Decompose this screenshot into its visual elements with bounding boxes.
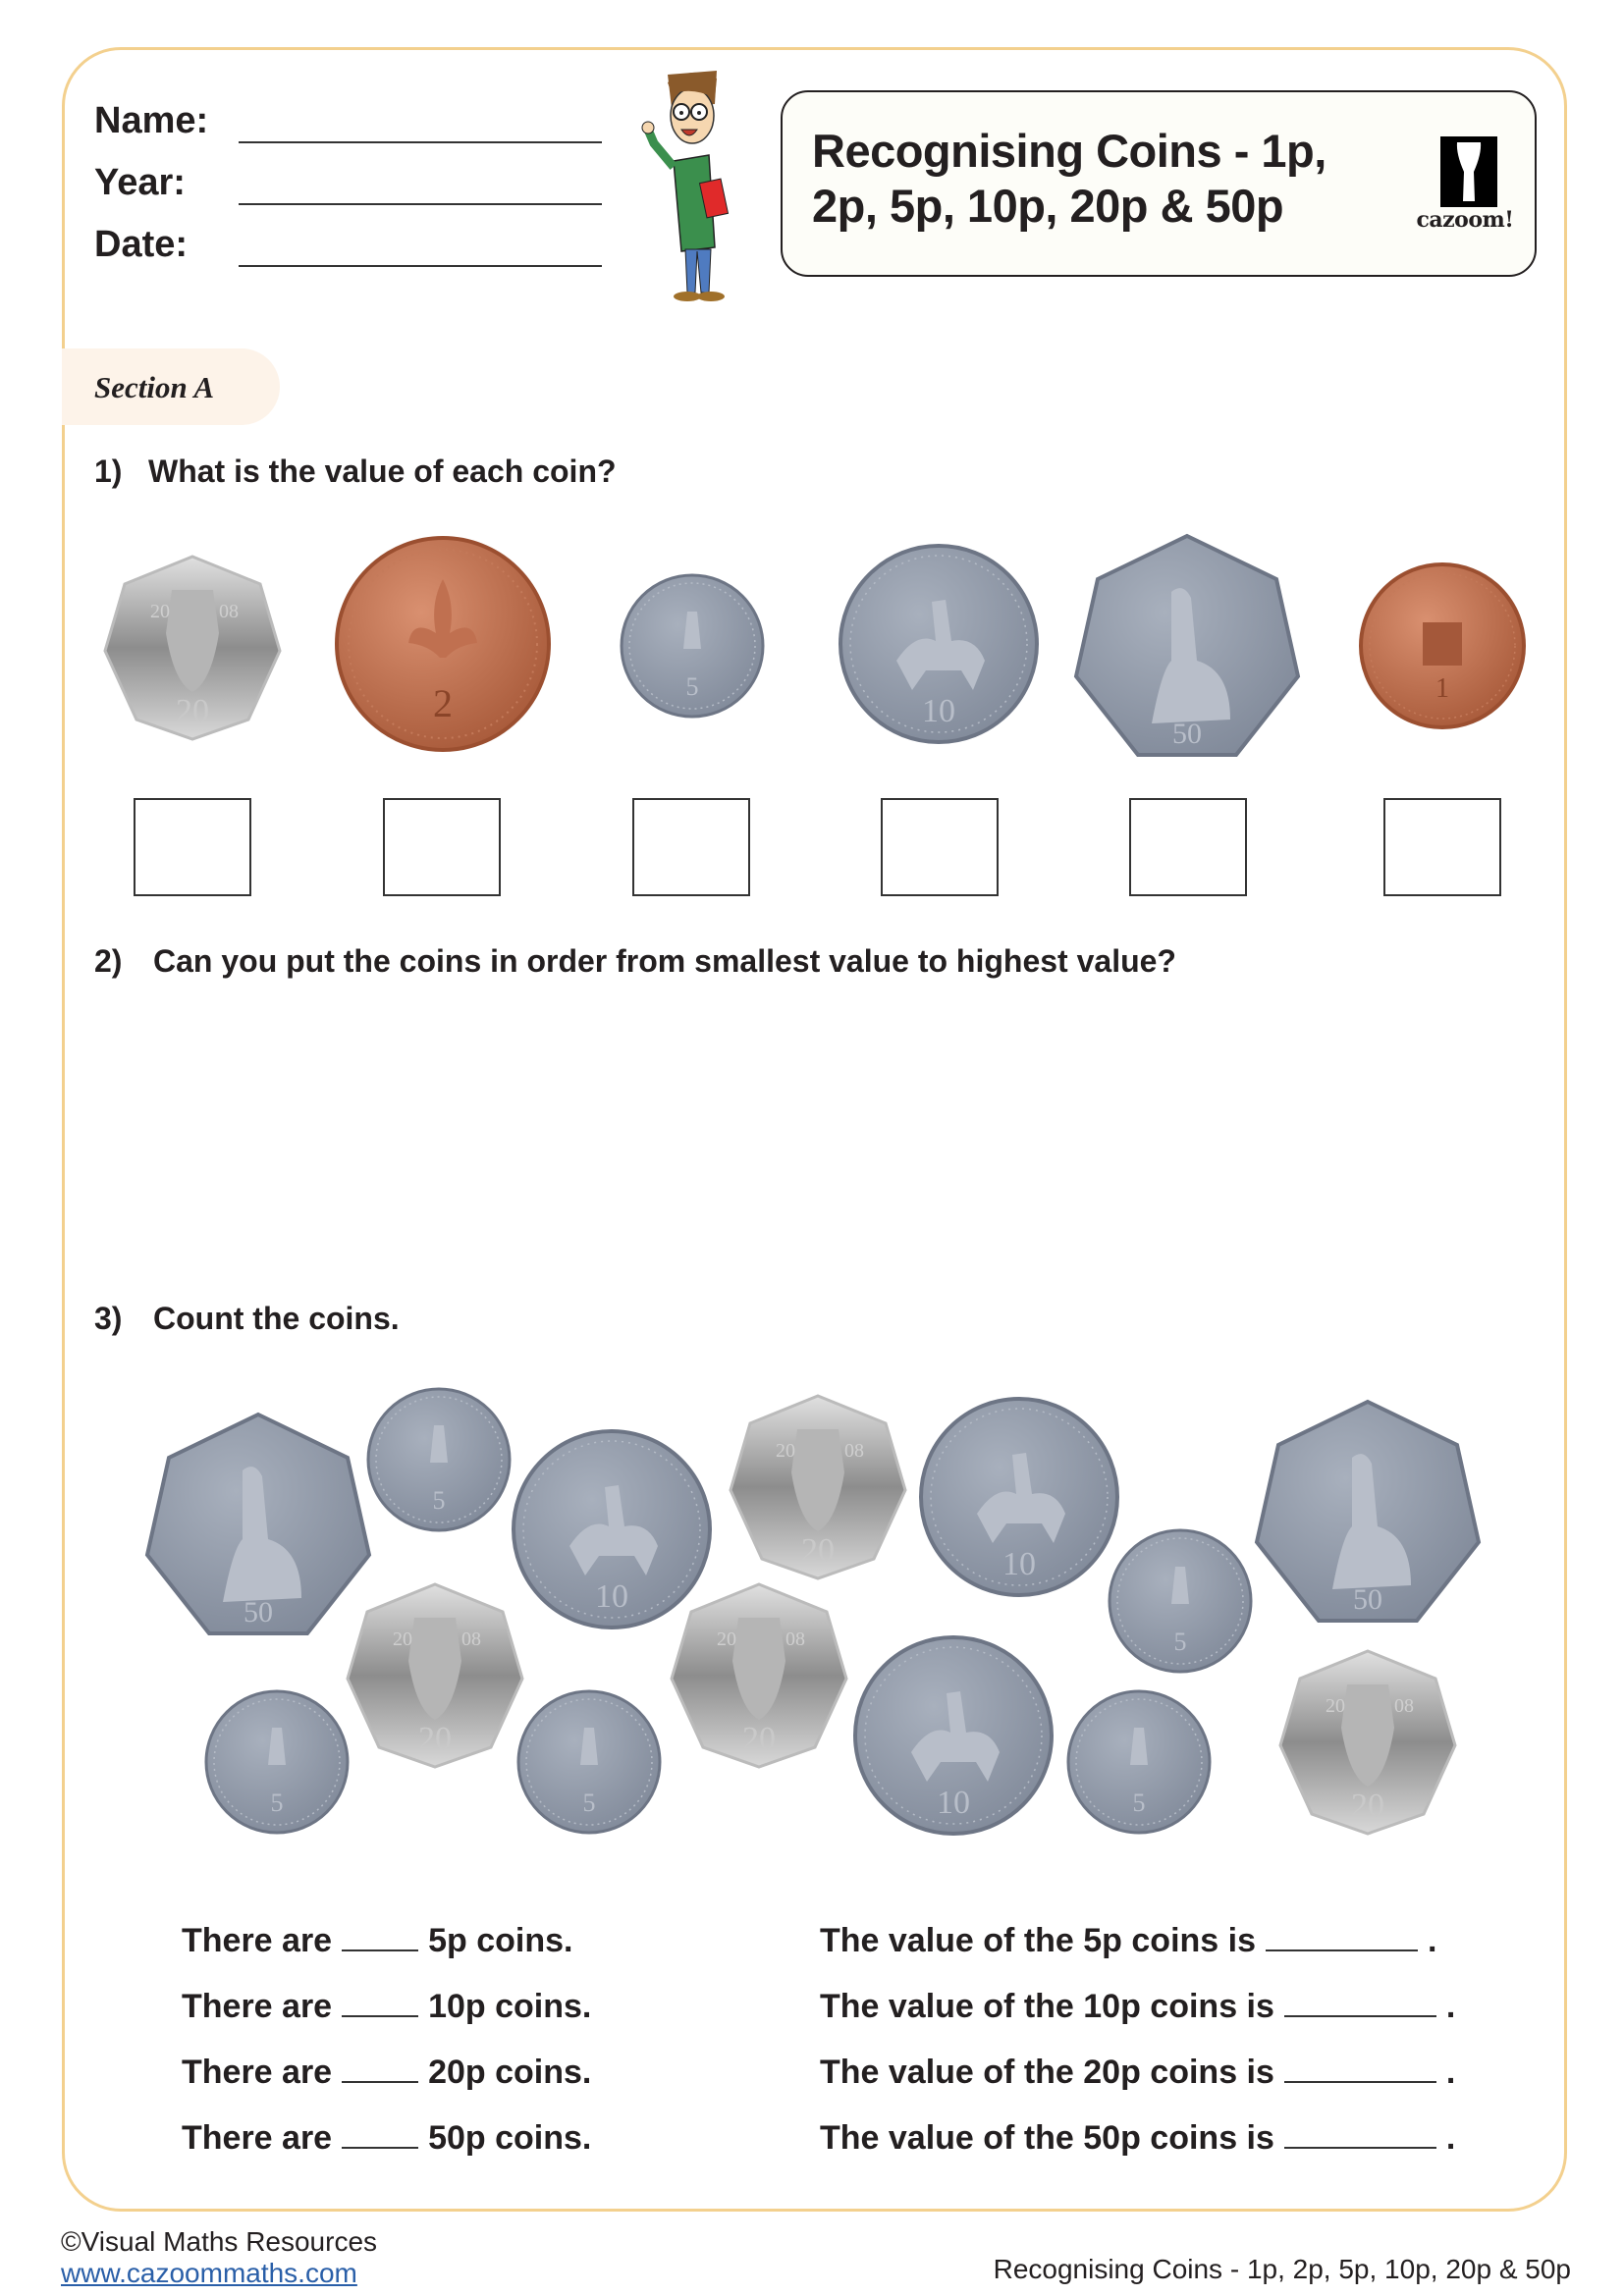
svg-text:20: 20 xyxy=(150,601,170,622)
count-blank-5p[interactable] xyxy=(342,1948,418,1951)
coin-5p xyxy=(365,1386,513,1533)
coin-50p xyxy=(1254,1399,1482,1625)
count-blank-20p[interactable] xyxy=(342,2079,418,2083)
question-number: 2) xyxy=(94,943,123,979)
svg-text:08: 08 xyxy=(461,1629,481,1650)
answer-box-5[interactable] xyxy=(1129,798,1247,896)
svg-text:20: 20 xyxy=(176,693,209,729)
row-suffix: 20p coins. xyxy=(428,2054,592,2091)
coin-5p xyxy=(515,1688,663,1836)
value-blank-50p[interactable] xyxy=(1284,2145,1436,2149)
count-blank-50p[interactable] xyxy=(342,2145,418,2149)
count-row-50p xyxy=(182,2119,591,2158)
answer-box-3[interactable] xyxy=(632,798,750,896)
footer-title: Recognising Coins - 1p, 2p, 5p, 10p, 20p & 50p xyxy=(993,2254,1571,2284)
svg-text:20: 20 xyxy=(1326,1695,1345,1717)
year-label: Year: xyxy=(94,162,186,203)
coin-20p xyxy=(670,1582,848,1769)
question-3 xyxy=(94,1301,400,1337)
count-row-20p xyxy=(182,2054,591,2092)
coin-50p xyxy=(1073,533,1301,759)
cazoom-logo xyxy=(1411,136,1519,235)
svg-text:5: 5 xyxy=(582,1789,596,1817)
name-label: Name: xyxy=(94,100,209,141)
svg-text:50: 50 xyxy=(1353,1583,1382,1616)
row-text: The value of the 5p coins is xyxy=(820,1922,1256,1959)
row-end: . xyxy=(1428,1922,1437,1959)
value-blank-20p[interactable] xyxy=(1284,2079,1436,2083)
section-label: Section A xyxy=(94,370,215,404)
coin-50p xyxy=(144,1412,372,1637)
question-text: Count the coins. xyxy=(153,1301,400,1336)
svg-text:08: 08 xyxy=(1394,1695,1414,1717)
row-suffix: 10p coins. xyxy=(428,1988,592,2025)
coin-5p xyxy=(619,572,766,720)
question-number: 3) xyxy=(94,1301,123,1336)
count-blank-10p[interactable] xyxy=(342,2013,418,2017)
svg-text:5: 5 xyxy=(270,1789,284,1817)
row-prefix: There are xyxy=(182,1988,333,2025)
svg-text:08: 08 xyxy=(219,601,239,622)
coin-20p xyxy=(103,555,282,741)
name-field[interactable] xyxy=(239,141,602,143)
answer-box-1[interactable] xyxy=(134,798,251,896)
count-row-5p xyxy=(182,1922,572,1960)
question-2 xyxy=(94,943,1176,980)
section-badge xyxy=(62,348,280,425)
row-suffix: 5p coins. xyxy=(428,1922,573,1959)
answer-box-2[interactable] xyxy=(383,798,501,896)
svg-text:5: 5 xyxy=(1132,1789,1146,1817)
coin-10p xyxy=(852,1634,1055,1837)
svg-text:08: 08 xyxy=(785,1629,805,1650)
svg-text:10: 10 xyxy=(1002,1546,1036,1582)
coin-20p xyxy=(729,1394,907,1580)
question-number: 1) xyxy=(94,454,123,489)
teacher-illustration xyxy=(638,65,736,304)
svg-text:5: 5 xyxy=(432,1486,446,1515)
website-link[interactable]: www.cazoommaths.com xyxy=(61,2258,357,2288)
coin-20p xyxy=(1278,1649,1457,1836)
logo-text: cazoom! xyxy=(1416,207,1514,233)
value-blank-5p[interactable] xyxy=(1266,1948,1418,1951)
question-text: What is the value of each coin? xyxy=(148,454,617,489)
year-field[interactable] xyxy=(239,203,602,205)
date-label: Date: xyxy=(94,224,189,265)
coin-5p xyxy=(203,1688,351,1836)
row-end: . xyxy=(1445,2054,1456,2091)
svg-text:10: 10 xyxy=(922,693,955,729)
row-prefix: There are xyxy=(182,1922,333,1959)
coin-1p xyxy=(1358,561,1527,730)
value-row-50p xyxy=(820,2119,1455,2158)
row-suffix: 50p coins. xyxy=(428,2119,592,2157)
count-row-10p xyxy=(182,1988,591,2026)
svg-text:5: 5 xyxy=(685,672,699,701)
value-row-5p xyxy=(820,1922,1436,1960)
coin-20p xyxy=(346,1582,524,1769)
row-end: . xyxy=(1445,1988,1456,2025)
svg-text:20: 20 xyxy=(742,1721,776,1757)
coin-2p xyxy=(334,535,552,753)
drum-icon xyxy=(1440,136,1497,207)
svg-text:2: 2 xyxy=(433,681,453,725)
svg-text:5: 5 xyxy=(1173,1628,1187,1656)
row-prefix: There are xyxy=(182,2119,333,2157)
coin-5p xyxy=(1065,1688,1213,1836)
ordering-answer-area[interactable] xyxy=(94,1001,1528,1266)
row-text: The value of the 10p coins is xyxy=(820,1988,1274,2025)
question-1 xyxy=(94,454,617,490)
row-prefix: There are xyxy=(182,2054,333,2091)
answer-box-6[interactable] xyxy=(1383,798,1501,896)
value-row-20p xyxy=(820,2054,1455,2092)
svg-text:20: 20 xyxy=(1351,1788,1384,1824)
date-field[interactable] xyxy=(239,265,602,267)
svg-text:50: 50 xyxy=(1172,718,1202,750)
svg-text:10: 10 xyxy=(595,1578,628,1615)
coin-10p xyxy=(838,543,1040,745)
worksheet-title: Recognising Coins - 1p, 2p, 5p, 10p, 20p & 50p xyxy=(812,125,1326,232)
svg-text:20: 20 xyxy=(717,1629,736,1650)
svg-text:10: 10 xyxy=(937,1785,970,1821)
question-text: Can you put the coins in order from smallest value to highest value? xyxy=(153,943,1176,979)
coin-10p xyxy=(918,1396,1120,1598)
svg-text:1: 1 xyxy=(1435,673,1449,704)
coin-5p xyxy=(1107,1527,1254,1675)
svg-text:08: 08 xyxy=(844,1440,864,1462)
svg-text:20: 20 xyxy=(776,1440,795,1462)
value-blank-10p[interactable] xyxy=(1284,2013,1436,2017)
answer-box-4[interactable] xyxy=(881,798,999,896)
copyright-text: ©Visual Maths Resources xyxy=(61,2226,378,2257)
row-text: The value of the 50p coins is xyxy=(820,2119,1274,2157)
svg-text:20: 20 xyxy=(393,1629,412,1650)
value-row-10p xyxy=(820,1988,1455,2026)
row-text: The value of the 20p coins is xyxy=(820,2054,1274,2091)
row-end: . xyxy=(1445,2119,1456,2157)
svg-text:50: 50 xyxy=(244,1596,273,1629)
svg-text:20: 20 xyxy=(801,1532,835,1569)
svg-text:20: 20 xyxy=(418,1721,452,1757)
title-box xyxy=(781,90,1537,277)
